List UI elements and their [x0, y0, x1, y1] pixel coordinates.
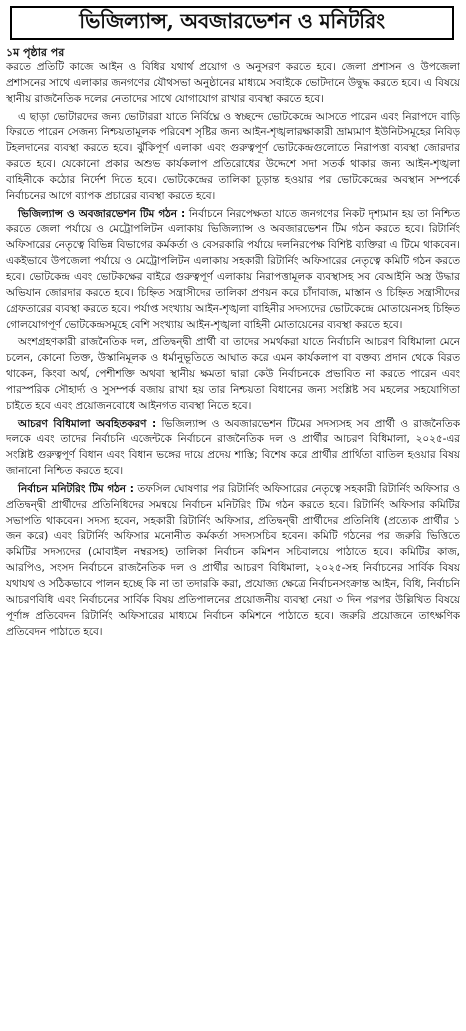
paragraph-vigilance-team — [6, 207, 460, 334]
article-body — [6, 60, 460, 642]
subhead-monitoring-team: নির্বাচন মনিটরিং টিম গঠন : — [18, 482, 134, 495]
subhead-code-of-conduct: আচরণ বিধিমালা অবহিতকরণ : — [18, 417, 157, 430]
paragraph-code-of-conduct — [6, 417, 460, 480]
paragraph-4-text: অংশগ্রহণকারী রাজনৈতিক দল, প্রতিদ্বন্দ্বী প্রার্থী বা তাদের সমর্থকরা যাতে নির্বাচনি আচরণ বিধিমালা মেনে চলেন, কোনো তিক্ত, উস্কানিমূলক ও ধর্মানুভূতিতে আঘাত করে এমন কার্যকলাপ বা বক্তব্য প্রদান থেকে বিরত থাকেন, কিংবা অর্থ, পেশীশক্তি অথবা স্থানীয় ক্ষমতা দ্বারা কেউ নির্বাচনকে প্রভাবিত না করতে পারেন এবং পারস্পরিক সৌহার্দ্য ও সুসম্পর্ক বজায় রাখা হয় তার নিশ্চয়তা বিধানের জন্য সংশ্লিষ্ট সব মহলের সহযোগিতা চাইতে হবে এবং প্রয়োজনবোধে আইনগত ব্যবস্থা নিতে হবে। — [6, 336, 460, 412]
paragraph-code-of-conduct-text: ভিজিল্যান্স ও অবজারভেশন টিমের সদস্যসহ সব প্রার্থী ও রাজনৈতিক দলকে এবং তাদের নির্বাচনি এজেন্টকে নির্বাচনে রাজনৈতিক দল ও প্রার্থীর আচরণ বিধিমালা, ২০২৫-এর সংশ্লিষ্ট গুরুত্বপূর্ণ বিধান এবং বিধান ভঙ্গের দায়ে প্রদেয় শাস্তি; বিশেষ করে প্রার্থীর প্রার্থিতা বাতিল হওয়ার বিষয় জানানো নিশ্চিত করতে হবে। — [6, 417, 460, 478]
subhead-vigilance-team: ভিজিল্যান্স ও অবজারভেশন টিম গঠন : — [18, 207, 186, 220]
continued-from-label: ১ম পৃষ্ঠার পর — [6, 46, 65, 59]
paragraph-2-text: এ ছাড়া ভোটারদের জন্য ভোটাররা যাতে নির্বিঘ্নে ও স্বচ্ছন্দে ভোটকেন্দ্রে আসতে পারেন এবং নিরাপদে বাড়ি ফিরতে পারেন সেজন্য নিশ্চয়তামূলক পরিবেশ সৃষ্টির জন্য আইন-শৃঙ্খলারক্ষাকারী ভ্রাম্যমাণ ইউনিটসমূহের নিবিড় টহলদানের ব্যবস্থা করতে হবে। ঝুঁকিপূর্ণ এলাকা এবং গুরুত্বপূর্ণ ভোটকেন্দ্রগুলোতে নিরাপত্তা ব্যবস্থা জোরদার করতে হবে। যেকোনো প্রকার অশুভ কার্যকলাপ প্রতিরোধের উদ্দেশে সদা সতর্ক থাকার জন্য আইন-শৃঙ্খলা বাহিনীকে কঠোর নির্দেশ দিতে হবে। ভোটকেন্দ্রের তালিকা চূড়ান্ত হওয়ার পর ভোটকেন্দ্রের অবস্থান সম্পর্কে নির্বাচনের আগে ব্যাপক প্রচারের ব্যবস্থা করতে হবে। — [6, 110, 460, 202]
paragraph-vigilance-team-text: নির্বাচনে নিরপেক্ষতা যাতে জনগণের নিকট দৃশ্যমান হয় তা নিশ্চিত করতে জেলা পর্যায়ে ও মেট্রোপলিটন এলাকায় ভিজিল্যান্স ও অবজারভেশন টিম গঠন করতে হবে। রিটার্নিং অফিসারের নেতৃত্বে বিভিন্ন বিভাগের কর্মকর্তা ও বেসরকারি পর্যায়ে দলনিরপেক্ষ বিশিষ্ট ব্যক্তিরা এ টিমে থাকবেন। একইভাবে উপজেলা পর্যায়ে ও মেট্রোপলিটন এলাকায় সহকারী রিটার্নিং অফিসারের নেতৃত্বে কমিটি গঠন করতে হবে। ভোটকেন্দ্র এবং ভোটকক্ষের বাইরে গুরুত্বপূর্ণ এলাকায় নিরাপত্তামূলক ব্যবস্থাসহ সব বেআইনি অস্ত্র উদ্ধার অভিযান জোরদার করতে হবে। চিহ্নিত সন্ত্রাসীদের তালিকা প্রণয়ন করে চাঁদাবাজ, মাস্তান ও চিহ্নিত সন্ত্রাসীদের গ্রেফতারের ব্যবস্থা করতে হবে। পর্যাপ্ত সংখ্যায় আইন-শৃঙ্খলা বাহিনীর সদস্যদের ভোটকেন্দ্রে মোতায়েনসহ চিহ্নিত গোলযোগপূর্ণ ভোটকেন্দ্রসমূহে বেশি সংখ্যায় আইন-শৃঙ্খলা বাহিনী মোতায়েনের ব্যবস্থা করতে হবে। — [6, 207, 460, 331]
headline: ভিজিল্যান্স, অবজারভেশন ও মনিটরিং — [10, 6, 454, 40]
paragraph-monitoring-team — [6, 482, 460, 640]
paragraph-1-text: করতে প্রতিটি কাজে আইন ও বিধির যথার্থ প্রয়োগ ও অনুসরণ করতে হবে। জেলা প্রশাসন ও উপজেলা প্রশাসনের সাথে এলাকার জনগণের যৌথসভা অনুষ্ঠানের মাধ্যমে সবাইকে ভোটদানে উদ্বুদ্ধ করতে হবে। এ বিষয়ে স্থানীয় রাজনৈতিক দলের নেতাদের সাথে যোগাযোগ রাখার ব্যবস্থা করতে হবে। — [6, 61, 460, 105]
paragraph-monitoring-team-text: তফসিল ঘোষণার পর রিটার্নিং অফিসারের নেতৃত্বে সহকারী রিটার্নিং অফিসার ও প্রতিদ্বন্দ্বী প্রার্থীদের প্রতিনিধিদের সমন্বয়ে নির্বাচন মনিটরিং টিম গঠন করতে হবে। রিটার্নিং অফিসার কমিটির সভাপতি থাকবেন। সদস্য হবেন, সহকারী রিটার্নিং অফিসার, প্রতিদ্বন্দ্বী প্রার্থীদের প্রতিনিধি (প্রত্যেক প্রার্থীর ১ জন করে) এবং রিটার্নিং অফিসার মনোনীত কর্মকর্তা সদস্যসচিব হবেন। কমিটি গঠনের পর জরুরি ভিত্তিতে কমিটির সদস্যদের (মোবাইল নম্বরসহ) তালিকা নির্বাচন কমিশন সচিবালয়ে পাঠাতে হবে। কমিটির কাজ, আরপিও, সংসদ নির্বাচনে রাজনৈতিক দল ও প্রার্থীর আচরণ বিধিমালা, ২০২৫-সহ নির্বাচনের সার্বিক বিষয় যথাযথ ও সঠিকভাবে পালন হচ্ছে কি না তা তদারকি করা, প্রযোজ্য ক্ষেত্রে নির্বাচনসংক্রান্ত আইন, বিধি, নির্বাচনি আচরণবিধি এবং নির্বাচনের সার্বিক বিষয় প্রতিপালনের প্রয়োজনীয় ব্যবস্থা নেয়া ৩ দিন পরপর উল্লিখিত বিষয়ে পূর্ণাঙ্গ প্রতিবেদন রিটার্নিং অফিসারের মাধ্যমে নির্বাচন কমিশনে পাঠাতে হবে। জরুরি প্রয়োজনে তাৎক্ষণিক প্রতিবেদন পাঠাতে হবে। — [6, 482, 460, 638]
paragraph-4 — [6, 335, 460, 414]
paragraph-1 — [6, 60, 460, 108]
paragraph-2 — [6, 110, 460, 205]
